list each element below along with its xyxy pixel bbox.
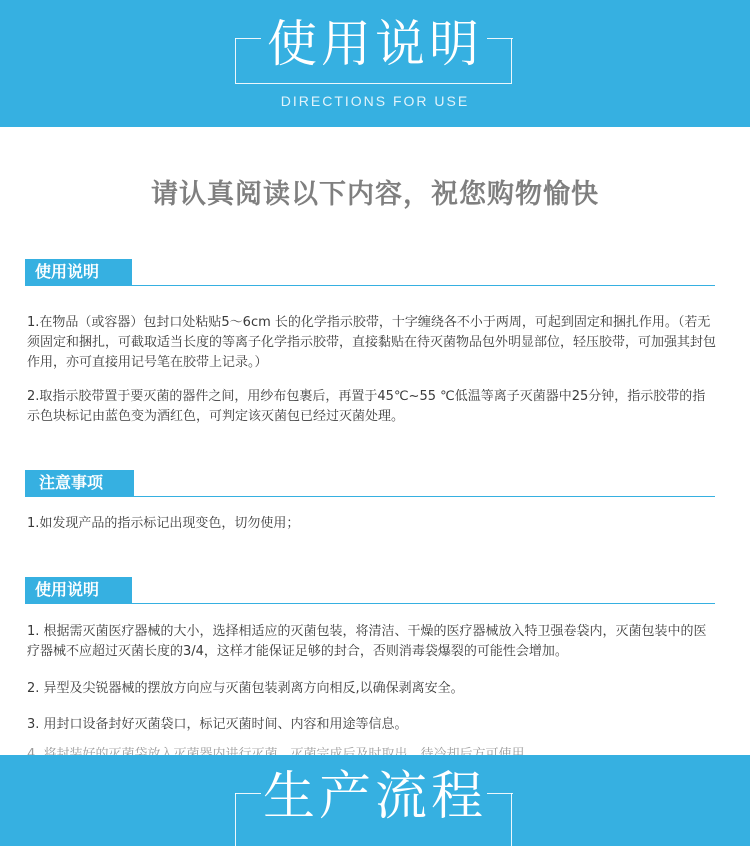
paragraph: 1.如发现产品的指示标记出现变色，切勿使用；: [27, 516, 300, 531]
section-heading-notes: [25, 470, 715, 497]
header-subtitle: DIRECTIONS FOR USE: [280, 93, 470, 109]
header-title: 使用说明: [267, 15, 483, 73]
section-label: 注意事项: [25, 470, 134, 496]
section-heading-usage: [25, 259, 715, 286]
paragraph: 1.在物品（或容器）包封口处粘贴5～6cm 长的化学指示胶带，十字缠绕各不小于两周，可起到固定和捆扎作用。（若无须固定和捆扎，可截取适当长度的等离子化学指示胶带，直接黏贴在待灭菌物品包外明显部位，轻压胶带，可加强其封包作用，亦可直接用记号笔在胶带上记录。）: [27, 315, 717, 370]
paragraph: 2.取指示胶带置于要灭菌的器件之间，用纱布包裹后，再置于45℃~55 ℃低温等离子灭菌器中25分钟，指示胶带的指示色块标记由蓝色变为酒红色，可判定该灭菌包已经过灭菌处理。: [27, 389, 706, 424]
section-heading-usage-2: [25, 577, 715, 604]
tagline: 请认真阅读以下内容，祝您购物愉快: [151, 179, 599, 210]
section-label: 使用说明: [25, 259, 132, 285]
paragraph: 3. 用封口设备封好灭菌袋口，标记灭菌时间、内容和用途等信息。: [27, 717, 408, 732]
section-label: 使用说明: [25, 577, 132, 603]
footer-title: 生产流程: [262, 767, 487, 827]
header-banner: [0, 0, 750, 127]
paragraph: 1. 根据需灭菌医疗器械的大小，选择相适应的灭菌包装，将清洁、干燥的医疗器械放入特卫强卷袋内，灭菌包装中的医疗器械不应超过灭菌长度的3/4，这样才能保证足够的封合，否则消毒袋爆裂的可能性会增加。: [27, 624, 707, 659]
paragraph: 2. 异型及尖锐器械的摆放方向应与灭菌包装剥离方向相反,以确保剥离安全。: [27, 681, 464, 696]
